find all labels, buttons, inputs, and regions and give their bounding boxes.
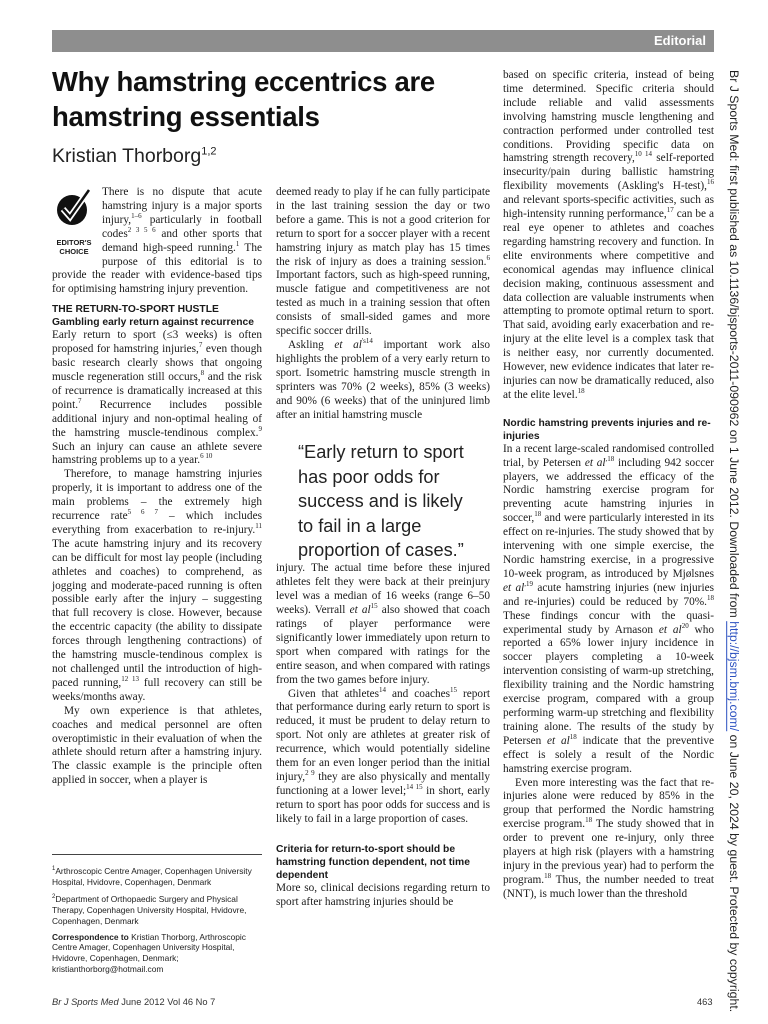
download-notice: Br J Sports Med: first published as 10.1136/bjsports-2011-090962 on 1 June 2012. Downloaded from http://bjsm.bmj.com/ on June 20, 2024 by guest. Protected by copyright.	[727, 70, 741, 1013]
checkmark-icon	[55, 186, 93, 238]
journal-link[interactable]: http://bjsm.bmj.com/	[727, 621, 741, 732]
affiliations-footnote	[52, 864, 264, 980]
paragraph: based on specific criteria, instead of being time determined. Specific criteria should include reliable and valid assessments involving hamstring muscle lengthening and contraction performed under controlled test conditions. Providing specific data on hamstring strength recovery,$^{10 14}$ self-reported insecurity/pain during ballistic hamstring flexibility movements (Askling's H-test),$^{16}$ and relevant sports-specific activities, such as high-intensity running performance,$^{17}$ can be a real eye opener to athletes and coaches regarding hamstring recovery and function. In elite environments where competitive and economical agendas may influence clinical decision making, continuous assessment and data collection are valuable instruments when attempting to promote optimal return to sport. That said, avoiding early exacerbation and re-injury at the elite level is a complex task that is neither easy, nor currently documented. However, new evidence indicates that later re-injuries can now be dramatically reduced, also at the elite level.$^{18}$	[503, 69, 714, 401]
pull-quote: “Early return to sport has poor odds for success and is likely to fail in a large proportion of cases.”	[298, 442, 464, 560]
paragraph: There is no dispute that acute hamstring injury is a major sports injury,$^{1-6}$ particularly in football codes$^{2 3 5 6}$ and other sports that demand high-speed running.$^1$ The purpose of this editorial is to provide the reader with evidence-based tips for optimising hamstring injury prevention.	[52, 186, 263, 296]
affiliation-2: $^2$Department of Orthopaedic Surgery and Physical Therapy, Copenhagen University Hospital, Hvidovre, Copenhagen, Denmark	[52, 894, 247, 926]
affiliation-1: $^1$Arthroscopic Centre Amager, Copenhagen University Hospital, Hvidovre, Copenhagen, Denmark	[52, 865, 252, 887]
article-title: Why hamstring eccentrics are hamstring essentials	[52, 66, 435, 132]
paragraph: Even more interesting was the fact that re-injuries alone were reduced by 85% in the group that performed the Nordic hamstring exercise program.$^{18}$ The study showed that in order to prevent one re-injury, only three players at high risk (players with a hamstring injury in the previous year) had to perform the program.$^{18}$ Thus, the number needed to treat (NNT), is much lower than the threshold	[503, 776, 715, 900]
paragraph: Early return to sport (≤3 weeks) is often proposed for hamstring injuries,$^7$ even though basic research clearly shows that ongoing muscle regeneration still occurs,$^8$ and the risk of recurrence is dramatically increased at this point.$^7$ Recurrence includes possible additional injury and non-optimal healing of the hamstring muscle-tendinous complex.$^9$ Such an injury can cause an athlete severe hamstring problems up to a year.$^{6 10}$	[52, 329, 263, 467]
section-heading: THE RETURN-TO-SPORT HUSTLE	[52, 304, 219, 316]
paragraph: Askling et $al^{'s14}$ important work also highlights the problem of a very early return to sport. Isometric hamstring muscle strength in sprinters was 70% (2 weeks), 85% (3 weeks) and 90% (6 weeks) that of the uninjured limb after an initial hamstring muscle	[276, 337, 491, 421]
footnote-divider	[52, 854, 262, 855]
subsection-heading: Gambling early return against recurrence	[52, 317, 255, 329]
column-1	[52, 186, 262, 788]
paragraph: Given that athletes$^{14}$ and coaches$^{15}$ report that performance during early return to sport is reduced, it must be prudent to delay return to sport. Not only are athletes at greater risk of recurrence, which would potentially sideline them for an even longer period than the initial injury,$^{2 9}$ they are also physically and mentally functioning at a lower level;$^{14 15}$ in short, early return to sport has poor odds for success and is likely to fail in a large proportion of cases.	[276, 685, 491, 825]
section-label: Editorial	[653, 33, 706, 48]
paragraph: injury. The actual time before these injured athletes felt they were back at their preinjury level was a median of 16 weeks (range 6–50 weeks). Verrall et $al^{15}$ also showed that coach ratings of player performance were significantly lower immediately upon return to sport when compared with ratings for the entire season, and when compared with ratings from the two games before injury.	[276, 562, 491, 686]
paragraph: More so, clinical decisions regarding return to sport after hamstring injuries should be	[276, 881, 490, 908]
paragraph: Therefore, to manage hamstring injuries properly, it is important to address one of the main problems – the extremely high recurrence rate$^{5 6 7}$ – which includes everything from exacerbation to re-injury.$^{11}$ The acute hamstring injury and its recovery can be difficult for most lay people (including athletes and coaches) to comprehend, as jogging and moderate-paced running is often possible early after the injury – suggesting that full recovery is close. However, because the eccentric capacity (the ability to dissipate forces through lengthening contractions) of the hamstring muscle-tendinous complex is not challenged until the introduction of high-paced running,$^{12 13}$ full recovery can still be weeks/months away.	[52, 468, 262, 703]
paragraph: In a recent large-scaled randomised controlled trial, by Petersen et $al^{,18}$ including 942 soccer players, we addressed the efficacy of the Nordic hamstring exercise program for preventing acute hamstring injuries in soccer,$^{18}$ and were particularly interested in its effect on re-injuries. The study showed that by intervening with one simple exercise, the Nordic hamstring exercise, in a progressive 10-week program, as introduced by Mjølsnes et $al^{,19}$ acute hamstring injuries (new injuries and re-injuries) could be reduced by 70%.$^{18}$ These findings concur with the quasi-experimental study by Arnason et $al^{20}$ who reported a 65% lower injury incidence in soccer players completing a 10-week intervention consisting of warm-up stretching, flexibility training and the Nordic hamstring exercise program, compared with a group performing warm-up stretching and flexibility training alone. The results of the study by Petersen et $al^{18}$ indicate that the preventive effect is solely a result of the Nordic hamstring exercise program.	[503, 442, 715, 775]
editors-choice-line1: EDITOR'S	[56, 238, 92, 247]
paragraph: My own experience is that athletes, coaches and medical personnel are often overoptimistic in their evaluation of when the athlete should return after a hamstring injury. The classic example is the principle often applied in soccer, when a player is	[52, 704, 262, 787]
editors-choice-badge	[52, 186, 96, 262]
author-name: Kristian Thorborg	[52, 145, 202, 167]
editors-choice-line2: CHOICE	[59, 247, 89, 256]
section-heading: Nordic hamstring prevents injuries and re-injuries	[503, 417, 711, 442]
author-affiliation-ref: 1,2	[201, 145, 217, 158]
paragraph: deemed ready to play if he can fully participate in the last training session the day or two before a game. This is not a good criterion for return to sport for a soccer player with a recent hamstring injury as match play has 15 times the risk of injury as does a training session.$^6$ Important factors, such as high-speed running, muscle fatigue and competitiveness are not tested as much in a training session that often consists of small-sided games and more specific soccer drills.	[276, 186, 490, 338]
author-line	[52, 145, 217, 168]
footer-citation: Br J Sports Med June 2012 Vol 46 No 7	[52, 997, 216, 1007]
correspondence: Correspondence to Kristian Thorborg, Arthroscopic Centre Amager, Copenhagen University Hospital, Hvidovre, Copenhagen, Denmark; kristianthorborg@hotmail.com	[52, 931, 246, 974]
section-header-bar	[52, 30, 714, 52]
page-number: 463	[697, 997, 713, 1007]
section-heading: Criteria for return-to-sport should be hamstring function dependent, not time dependent	[276, 843, 470, 881]
column-3	[503, 69, 714, 902]
